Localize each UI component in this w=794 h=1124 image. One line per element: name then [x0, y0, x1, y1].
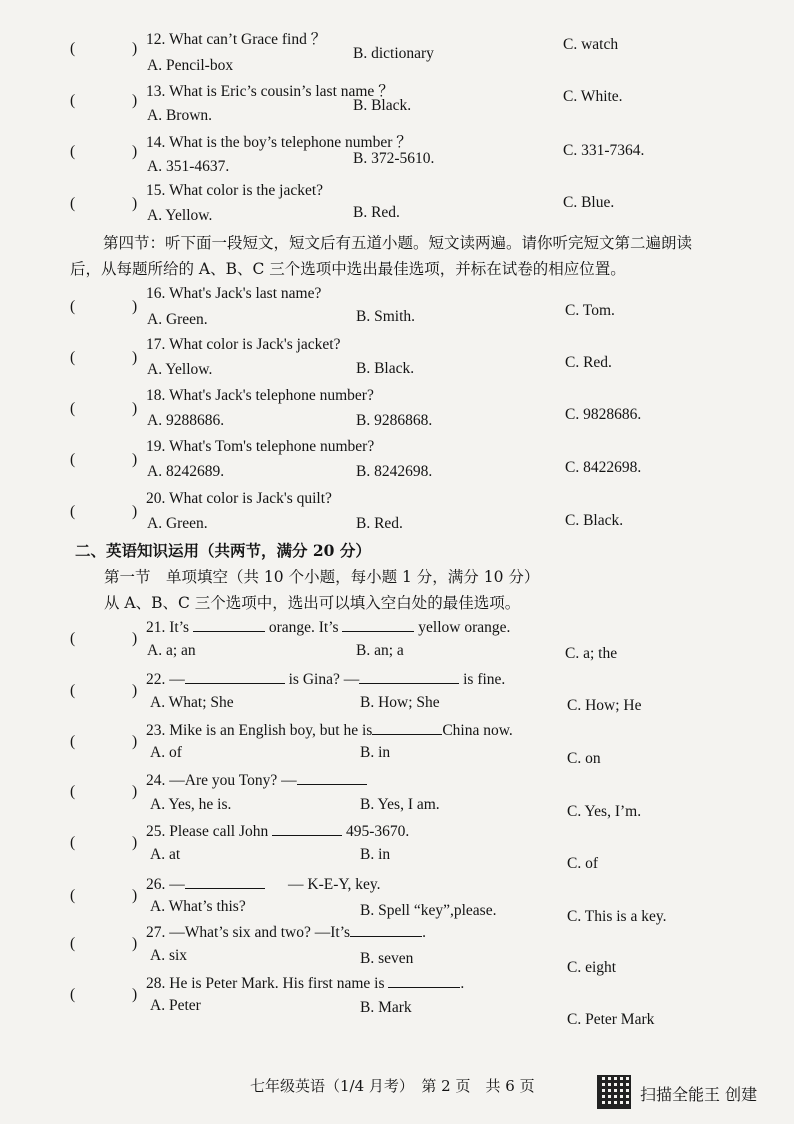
question-13: ( ) 13. What is Eric’s cousin’s last name ？ — [70, 83, 394, 109]
option-c: C. on — [567, 750, 601, 767]
option-a: A. 351-4637. — [147, 158, 230, 175]
option-a: A. a; an — [147, 642, 196, 659]
option-c: C. of — [567, 855, 598, 872]
answer-blank — [185, 874, 265, 889]
answer-blank — [272, 821, 342, 836]
option-a: A. Brown. — [147, 107, 213, 124]
option-b: B. Yes, I am. — [360, 796, 440, 813]
option-c: C. Yes, I’m. — [567, 803, 642, 820]
option-a: A. Green. — [147, 515, 208, 532]
question-26: ( ) 26. — — K-E-Y, key. — [70, 876, 381, 904]
question-16: ( ) 16. What's Jack's last name? — [70, 285, 322, 315]
question-19: ( ) 19. What's Tom's telephone number? — [70, 438, 375, 468]
question-14: ( ) 14. What is the boy’s telephone number ？ — [70, 134, 412, 160]
option-a: A. Green. — [147, 311, 208, 328]
option-c: C. Blue. — [563, 194, 615, 211]
option-a: A. six — [150, 947, 188, 964]
option-c: C. Tom. — [565, 302, 615, 319]
question-28: ( ) 28. He is Peter Mark. His first name is . — [70, 975, 465, 1003]
part2-title: 二、英语知识运用（共两节，满分 20 分） — [75, 541, 371, 560]
option-b: B. Black. — [353, 97, 412, 114]
option-b: B. Red. — [353, 204, 400, 221]
option-c: C. a; the — [565, 645, 618, 662]
option-b: B. an; a — [356, 642, 404, 659]
option-b: B. dictionary — [353, 45, 434, 62]
option-c: C. White. — [563, 88, 623, 105]
question-27: ( ) 27. —What’s six and two? —It’s . — [70, 924, 426, 952]
option-a: A. What; She — [150, 694, 234, 711]
option-a: A. at — [150, 846, 181, 863]
option-a: A. 9288686. — [147, 412, 225, 429]
page-footer: 七年级英语（1/4 月考） 第 2 页 共 6 页 — [250, 1077, 535, 1095]
question-22: ( ) 22. — is Gina? — is fine. — [70, 671, 506, 699]
option-a: A. Yellow. — [147, 207, 213, 224]
option-c: C. eight — [567, 959, 617, 976]
answer-blank — [388, 973, 460, 988]
option-b: B. in — [360, 846, 391, 863]
question-17: ( ) 17. What color is Jack's jacket? — [70, 336, 341, 366]
option-c: C. Red. — [565, 354, 612, 371]
section4-line2: 后，从每题所给的 A、B、C 三个选项中选出最佳选项，并标在试卷的相应位置。 — [70, 260, 626, 278]
option-b: B. How; She — [360, 694, 440, 711]
option-c: C. 8422698. — [565, 459, 642, 476]
option-b: B. seven — [360, 950, 414, 967]
answer-blank — [359, 669, 459, 684]
qr-code-icon — [597, 1075, 631, 1109]
option-b: B. 372-5610. — [353, 150, 435, 167]
answer-blank — [372, 720, 442, 735]
option-b: B. in — [360, 744, 391, 761]
option-b: B. Red. — [356, 515, 403, 532]
option-c: C. This is a key. — [567, 908, 667, 925]
answer-blank — [185, 669, 285, 684]
question-18: ( ) 18. What's Jack's telephone number? — [70, 387, 374, 417]
answer-blank — [350, 922, 422, 937]
option-a: A. Pencil-box — [147, 57, 234, 74]
question-21: ( ) 21. It’s orange. It’s yellow orange. — [70, 619, 511, 647]
option-b: B. Smith. — [356, 308, 416, 325]
option-c: C. watch — [563, 36, 619, 53]
option-a: A. Yellow. — [147, 361, 213, 378]
section4-line1: 第四节：听下面一段短文，短文后有五道小题。短文读两遍。请你听完短文第二遍朗读 — [103, 234, 693, 252]
option-b: B. 9286868. — [356, 412, 433, 429]
option-b: B. Spell “key”,please. — [360, 902, 497, 919]
option-b: B. Black. — [356, 360, 415, 377]
scanner-brand: 扫描全能王 创建 — [640, 1085, 758, 1104]
option-c: C. Black. — [565, 512, 624, 529]
question-23: ( ) 23. Mike is an English boy, but he is China now. — [70, 722, 513, 750]
option-c: C. Peter Mark — [567, 1011, 655, 1028]
option-b: B. Mark — [360, 999, 412, 1016]
option-c: C. 331-7364. — [563, 142, 645, 159]
answer-blank — [342, 617, 414, 632]
answer-blank — [193, 617, 265, 632]
question-20: ( ) 20. What color is Jack's quilt? — [70, 490, 332, 520]
question-15: ( ) 15. What color is the jacket? — [70, 182, 324, 212]
option-a: A. of — [150, 744, 182, 761]
option-a: A. 8242689. — [147, 463, 225, 480]
question-25: ( ) 25. Please call John 495-3670. — [70, 823, 410, 851]
option-a: A. What’s this? — [150, 898, 246, 915]
part2-instruction: 从 A、B、C 三个选项中，选出可以填入空白处的最佳选项。 — [104, 594, 521, 612]
part2-subtitle: 第一节 单项填空（共 10 个小题，每小题 1 分，满分 10 分） — [104, 568, 540, 586]
option-a: A. Peter — [150, 997, 201, 1014]
question-24: ( ) 24. —Are you Tony? — — [70, 770, 146, 788]
question-12: ( ) 12. What can’t Grace find ？ — [70, 31, 327, 57]
option-c: C. 9828686. — [565, 406, 642, 423]
option-a: A. Yes, he is. — [150, 796, 232, 813]
option-c: C. How; He — [567, 697, 642, 714]
option-b: B. 8242698. — [356, 463, 433, 480]
answer-blank — [297, 770, 367, 785]
